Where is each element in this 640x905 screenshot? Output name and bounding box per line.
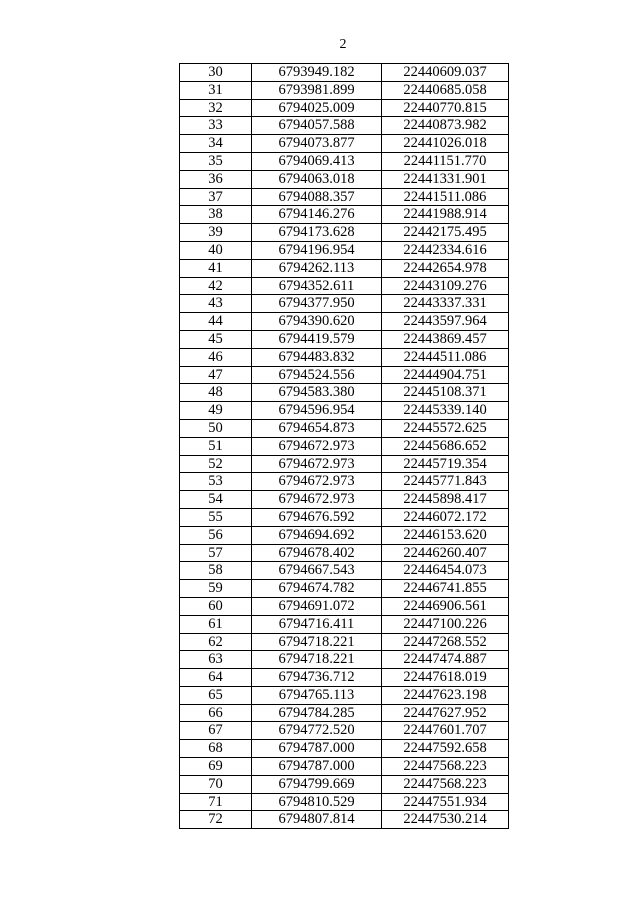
table-row (180, 669, 509, 687)
coordinate-1-cell: 6794772.520 (252, 722, 382, 740)
table-row (180, 242, 509, 260)
point-number-cell: 62 (180, 634, 252, 652)
table-row (180, 509, 509, 527)
coordinate-2-cell: 22447474.887 (382, 651, 509, 669)
coordinate-2-cell: 22442334.616 (382, 242, 509, 260)
table-row (180, 705, 509, 723)
table-row (180, 722, 509, 740)
point-number-cell: 35 (180, 153, 252, 171)
coordinate-2-cell: 22445686.652 (382, 438, 509, 456)
coordinate-1-cell: 6794069.413 (252, 153, 382, 171)
table-row (180, 740, 509, 758)
table-row (180, 616, 509, 634)
coordinate-1-cell: 6794173.628 (252, 224, 382, 242)
point-number-cell: 52 (180, 456, 252, 474)
point-number-cell: 64 (180, 669, 252, 687)
point-number-cell: 46 (180, 349, 252, 367)
coordinate-2-cell: 22440685.058 (382, 82, 509, 100)
coordinate-2-cell: 22446906.561 (382, 598, 509, 616)
coordinate-1-cell: 6794691.072 (252, 598, 382, 616)
table-row (180, 135, 509, 153)
coordinate-1-cell: 6794807.814 (252, 811, 382, 829)
point-number-cell: 45 (180, 331, 252, 349)
table-row (180, 634, 509, 652)
coordinate-2-cell: 22441151.770 (382, 153, 509, 171)
coordinate-1-cell: 6794676.592 (252, 509, 382, 527)
table-row (180, 100, 509, 118)
point-number-cell: 49 (180, 402, 252, 420)
coordinate-table (179, 63, 509, 829)
coordinate-1-cell: 6794377.950 (252, 295, 382, 313)
point-number-cell: 31 (180, 82, 252, 100)
coordinate-1-cell: 6794073.877 (252, 135, 382, 153)
coordinate-1-cell: 6794736.712 (252, 669, 382, 687)
coordinate-1-cell: 6794672.973 (252, 456, 382, 474)
coordinate-2-cell: 22445719.354 (382, 456, 509, 474)
point-number-cell: 51 (180, 438, 252, 456)
coordinate-1-cell: 6793981.899 (252, 82, 382, 100)
table-row (180, 153, 509, 171)
coordinate-2-cell: 22441026.018 (382, 135, 509, 153)
table-row (180, 171, 509, 189)
coordinate-1-cell: 6794390.620 (252, 313, 382, 331)
table-row (180, 794, 509, 812)
point-number-cell: 42 (180, 278, 252, 296)
coordinate-1-cell: 6794419.579 (252, 331, 382, 349)
coordinate-2-cell: 22440609.037 (382, 64, 509, 82)
coordinate-2-cell: 22446454.073 (382, 562, 509, 580)
coordinate-1-cell: 6794672.973 (252, 491, 382, 509)
page-number: 2 (339, 37, 347, 52)
point-number-cell: 72 (180, 811, 252, 829)
table-row (180, 545, 509, 563)
coordinate-2-cell: 22445572.625 (382, 420, 509, 438)
table-row (180, 367, 509, 385)
coordinate-2-cell: 22442175.495 (382, 224, 509, 242)
coordinate-1-cell: 6794810.529 (252, 794, 382, 812)
coordinate-1-cell: 6794799.669 (252, 776, 382, 794)
coordinate-2-cell: 22442654.978 (382, 260, 509, 278)
table-row (180, 562, 509, 580)
coordinate-1-cell: 6794694.692 (252, 527, 382, 545)
point-number-cell: 33 (180, 117, 252, 135)
table-row (180, 527, 509, 545)
point-number-cell: 37 (180, 189, 252, 207)
coordinate-1-cell: 6794654.873 (252, 420, 382, 438)
table-row (180, 313, 509, 331)
table-row (180, 402, 509, 420)
point-number-cell: 55 (180, 509, 252, 527)
point-number-cell: 67 (180, 722, 252, 740)
point-number-cell: 39 (180, 224, 252, 242)
point-number-cell: 60 (180, 598, 252, 616)
point-number-cell: 66 (180, 705, 252, 723)
coordinate-2-cell: 22447568.223 (382, 758, 509, 776)
coordinate-2-cell: 22447268.552 (382, 634, 509, 652)
table-row (180, 420, 509, 438)
point-number-cell: 34 (180, 135, 252, 153)
point-number-cell: 63 (180, 651, 252, 669)
point-number-cell: 40 (180, 242, 252, 260)
coordinate-1-cell: 6794063.018 (252, 171, 382, 189)
table-row (180, 598, 509, 616)
point-number-cell: 65 (180, 687, 252, 705)
coordinate-2-cell: 22441331.901 (382, 171, 509, 189)
coordinate-2-cell: 22443109.276 (382, 278, 509, 296)
coordinate-2-cell: 22440770.815 (382, 100, 509, 118)
point-number-cell: 53 (180, 473, 252, 491)
coordinate-2-cell: 22445108.371 (382, 384, 509, 402)
coordinate-1-cell: 6794352.611 (252, 278, 382, 296)
coordinate-1-cell: 6794088.357 (252, 189, 382, 207)
coordinate-1-cell: 6794196.954 (252, 242, 382, 260)
coordinate-1-cell: 6793949.182 (252, 64, 382, 82)
coordinate-2-cell: 22445771.843 (382, 473, 509, 491)
coordinate-2-cell: 22447627.952 (382, 705, 509, 723)
coordinate-2-cell: 22447601.707 (382, 722, 509, 740)
table-row (180, 687, 509, 705)
coordinate-1-cell: 6794146.276 (252, 206, 382, 224)
coordinate-2-cell: 22445898.417 (382, 491, 509, 509)
coordinate-1-cell: 6794483.832 (252, 349, 382, 367)
point-number-cell: 30 (180, 64, 252, 82)
point-number-cell: 68 (180, 740, 252, 758)
coordinate-1-cell: 6794784.285 (252, 705, 382, 723)
coordinate-1-cell: 6794596.954 (252, 402, 382, 420)
coordinate-2-cell: 22443337.331 (382, 295, 509, 313)
coordinate-2-cell: 22443597.964 (382, 313, 509, 331)
table-row (180, 117, 509, 135)
coordinate-1-cell: 6794787.000 (252, 758, 382, 776)
coordinate-1-cell: 6794025.009 (252, 100, 382, 118)
table-row (180, 260, 509, 278)
coordinate-2-cell: 22447623.198 (382, 687, 509, 705)
coordinate-2-cell: 22447530.214 (382, 811, 509, 829)
coordinate-1-cell: 6794674.782 (252, 580, 382, 598)
coordinate-1-cell: 6794057.588 (252, 117, 382, 135)
point-number-cell: 71 (180, 794, 252, 812)
coordinate-1-cell: 6794678.402 (252, 545, 382, 563)
coordinate-1-cell: 6794672.973 (252, 438, 382, 456)
point-number-cell: 44 (180, 313, 252, 331)
coordinate-1-cell: 6794524.556 (252, 367, 382, 385)
point-number-cell: 58 (180, 562, 252, 580)
table-row (180, 456, 509, 474)
coordinate-2-cell: 22447618.019 (382, 669, 509, 687)
point-number-cell: 57 (180, 545, 252, 563)
coordinate-2-cell: 22447551.934 (382, 794, 509, 812)
table-row (180, 206, 509, 224)
table-row (180, 278, 509, 296)
point-number-cell: 48 (180, 384, 252, 402)
coordinate-1-cell: 6794787.000 (252, 740, 382, 758)
point-number-cell: 70 (180, 776, 252, 794)
point-number-cell: 32 (180, 100, 252, 118)
coordinate-2-cell: 22447592.658 (382, 740, 509, 758)
coordinate-1-cell: 6794583.380 (252, 384, 382, 402)
point-number-cell: 38 (180, 206, 252, 224)
point-number-cell: 61 (180, 616, 252, 634)
coordinate-1-cell: 6794765.113 (252, 687, 382, 705)
coordinate-2-cell: 22441511.086 (382, 189, 509, 207)
table-row (180, 224, 509, 242)
coordinate-1-cell: 6794667.543 (252, 562, 382, 580)
coordinate-2-cell: 22444904.751 (382, 367, 509, 385)
table-row (180, 438, 509, 456)
point-number-cell: 69 (180, 758, 252, 776)
coordinate-2-cell: 22444511.086 (382, 349, 509, 367)
table-row (180, 580, 509, 598)
coordinate-2-cell: 22445339.140 (382, 402, 509, 420)
table-row (180, 82, 509, 100)
coordinate-2-cell: 22443869.457 (382, 331, 509, 349)
table-row (180, 64, 509, 82)
point-number-cell: 47 (180, 367, 252, 385)
coordinate-1-cell: 6794718.221 (252, 634, 382, 652)
coordinate-1-cell: 6794716.411 (252, 616, 382, 634)
table-row (180, 491, 509, 509)
coordinate-2-cell: 22440873.982 (382, 117, 509, 135)
point-number-cell: 41 (180, 260, 252, 278)
point-number-cell: 50 (180, 420, 252, 438)
table-row (180, 384, 509, 402)
table-row (180, 295, 509, 313)
table-row (180, 349, 509, 367)
coordinate-2-cell: 22446072.172 (382, 509, 509, 527)
table-row (180, 758, 509, 776)
table-row (180, 651, 509, 669)
point-number-cell: 36 (180, 171, 252, 189)
coordinate-2-cell: 22447568.223 (382, 776, 509, 794)
point-number-cell: 54 (180, 491, 252, 509)
table-row (180, 331, 509, 349)
coordinate-2-cell: 22441988.914 (382, 206, 509, 224)
coordinate-1-cell: 6794718.221 (252, 651, 382, 669)
table-row (180, 776, 509, 794)
table-row (180, 189, 509, 207)
coordinate-2-cell: 22446741.855 (382, 580, 509, 598)
coordinate-1-cell: 6794262.113 (252, 260, 382, 278)
table-row (180, 811, 509, 829)
point-number-cell: 43 (180, 295, 252, 313)
coordinate-2-cell: 22446260.407 (382, 545, 509, 563)
coordinate-2-cell: 22446153.620 (382, 527, 509, 545)
coordinate-2-cell: 22447100.226 (382, 616, 509, 634)
coordinate-1-cell: 6794672.973 (252, 473, 382, 491)
table-row (180, 473, 509, 491)
point-number-cell: 59 (180, 580, 252, 598)
point-number-cell: 56 (180, 527, 252, 545)
